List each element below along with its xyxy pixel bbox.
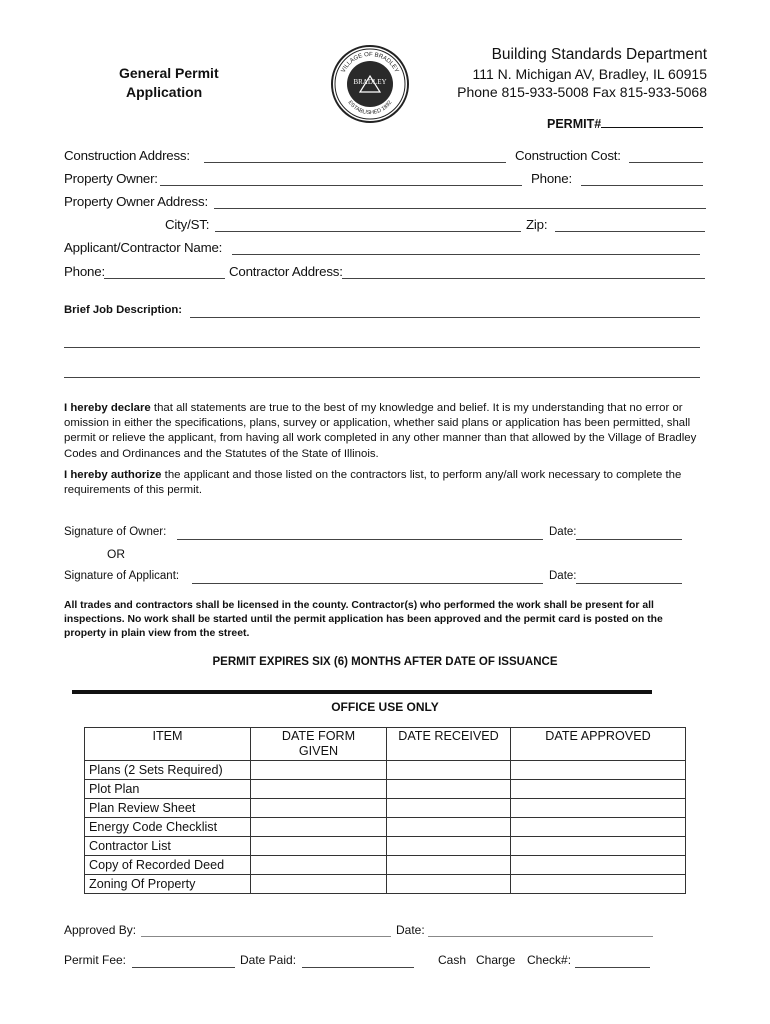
table-row [85,856,686,875]
date-received-cell[interactable] [387,875,511,894]
property-owner-input[interactable] [160,185,522,186]
row-item: Contractor List [85,837,251,856]
applicant-date-label: Date: [549,570,577,582]
department-address: 111 N. Michigan AV, Bradley, IL 60915 [472,65,707,82]
authorize-text: the applicant and those listed on the contractors list, to perform any/all work necessary to complete the requirements of this permit. [64,469,682,497]
date-paid-input[interactable] [302,967,414,968]
brief-job-label: Brief Job Description: [64,304,183,316]
date-approved-cell[interactable] [511,780,686,799]
applicant-phone-input[interactable] [104,278,225,279]
city-st-input[interactable] [215,231,521,232]
table-row [85,761,686,780]
date-paid-label: Date Paid: [240,953,297,967]
property-owner-address-label: Property Owner Address: [64,194,208,209]
form-title-line1: General Permit [119,65,219,81]
applicant-signature-label: Signature of Applicant: [64,570,180,582]
village-seal-icon [330,44,410,124]
date-form-given-cell[interactable] [251,856,387,875]
zip-input[interactable] [555,231,705,232]
row-item: Energy Code Checklist [85,818,251,837]
brief-job-input-line-2[interactable] [64,347,700,348]
declare-bold: I hereby declare [64,402,151,414]
brief-job-input-line-3[interactable] [64,377,700,378]
date-approved-cell[interactable] [511,875,686,894]
applicant-date-input[interactable] [576,583,682,584]
col-header-date-form-given: DATE FORM GIVEN [251,728,387,761]
applicant-name-input[interactable] [232,254,700,255]
check-number-input[interactable] [575,967,650,968]
col-header-item: ITEM [85,728,251,761]
seal-center-text: BRADLEY [353,78,387,86]
owner-date-label: Date: [549,526,577,538]
charge-option[interactable]: Charge [476,953,516,967]
contractor-address-input[interactable] [342,278,705,279]
office-use-table [84,727,686,894]
authorize-bold: I hereby authorize [64,469,162,481]
owner-phone-label: Phone: [531,171,572,186]
applicant-phone-label: Phone: [64,264,105,279]
row-item: Plot Plan [85,780,251,799]
construction-cost-label: Construction Cost: [515,148,621,163]
col-header-date-approved: DATE APPROVED [511,728,686,761]
date-form-given-cell[interactable] [251,837,387,856]
row-item: Plans (2 Sets Required) [85,761,251,780]
date-approved-cell[interactable] [511,799,686,818]
department-phone-fax: Phone 815-933-5008 Fax 815-933-5068 [457,84,707,100]
seal-top-text: VILLAGE OF BRADLEY [340,51,400,74]
date-approved-cell[interactable] [511,856,686,875]
owner-date-input[interactable] [576,539,682,540]
date-received-cell[interactable] [387,818,511,837]
section-divider [72,690,652,694]
form-title-line2: Application [126,84,203,100]
applicant-name-label: Applicant/Contractor Name: [64,240,223,255]
owner-signature-input[interactable] [177,539,543,540]
permit-expires-notice: PERMIT EXPIRES SIX (6) MONTHS AFTER DATE OF ISSUANCE [212,656,558,668]
table-row [85,837,686,856]
seal-bottom-text: ESTABLISHED 1892 [346,99,394,117]
city-st-label: City/ST: [165,217,210,232]
contractor-address-label: Contractor Address: [229,264,343,279]
col-header-date-received: DATE RECEIVED [387,728,511,761]
row-item: Zoning Of Property [85,875,251,894]
date-received-cell[interactable] [387,780,511,799]
date-form-given-cell[interactable] [251,799,387,818]
applicant-signature-input[interactable] [192,583,543,584]
or-text: OR [107,547,125,561]
declaration-paragraph [64,401,704,462]
row-item: Plan Review Sheet [85,799,251,818]
date-form-given-cell[interactable] [251,818,387,837]
check-number-label: Check#: [527,953,572,967]
cash-option[interactable]: Cash [438,953,467,967]
date-form-given-cell[interactable] [251,875,387,894]
contractor-notice: All trades and contractors shall be licensed in the county. Contractor(s) who performed the work shall be present for all inspections. No work shall be started until the permit application has been approved and the permit card is posted on the property in plain view from the street. [64,600,663,640]
table-row [85,818,686,837]
owner-signature-label: Signature of Owner: [64,526,167,538]
table-row [85,780,686,799]
date-approved-cell[interactable] [511,761,686,780]
property-owner-address-input[interactable] [214,208,706,209]
construction-address-label: Construction Address: [64,148,190,163]
property-owner-label: Property Owner: [64,171,158,186]
date-approved-cell[interactable] [511,837,686,856]
date-approved-cell[interactable] [511,818,686,837]
date-received-cell[interactable] [387,761,511,780]
brief-job-input-line-1[interactable] [190,317,700,318]
permit-number-field [601,115,703,128]
permit-number-label: PERMIT# [547,117,602,131]
date-received-cell[interactable] [387,856,511,875]
zip-label: Zip: [526,217,548,232]
date-received-cell[interactable] [387,837,511,856]
department-name: Building Standards Department [491,46,707,63]
owner-phone-input[interactable] [581,185,703,186]
construction-address-input[interactable] [204,162,506,163]
authorize-paragraph [64,468,704,498]
office-use-title: OFFICE USE ONLY [331,700,439,714]
permit-fee-label: Permit Fee: [64,953,127,967]
construction-cost-input[interactable] [629,162,703,163]
date-form-given-cell[interactable] [251,761,387,780]
approved-by-label: Approved By: [64,923,137,937]
approval-date-input[interactable] [428,936,653,937]
table-row [85,875,686,894]
approval-date-label: Date: [396,923,425,937]
row-item: Copy of Recorded Deed [85,856,251,875]
date-received-cell[interactable] [387,799,511,818]
date-form-given-cell[interactable] [251,780,387,799]
approved-by-input[interactable] [141,936,391,937]
table-row [85,799,686,818]
permit-fee-input[interactable] [132,967,235,968]
declare-text: that all statements are true to the best of my knowledge and belief. It is my understanding that no error or omission in either the specifications, plans, survey or application, whether said plans or application has been permitted, shall permit or relieve the applicant, from having all work completed in any other manner than that allowed by the Village of Bradley Codes and Ordinances and the Statutes of the State of Illinois. [64,402,697,460]
